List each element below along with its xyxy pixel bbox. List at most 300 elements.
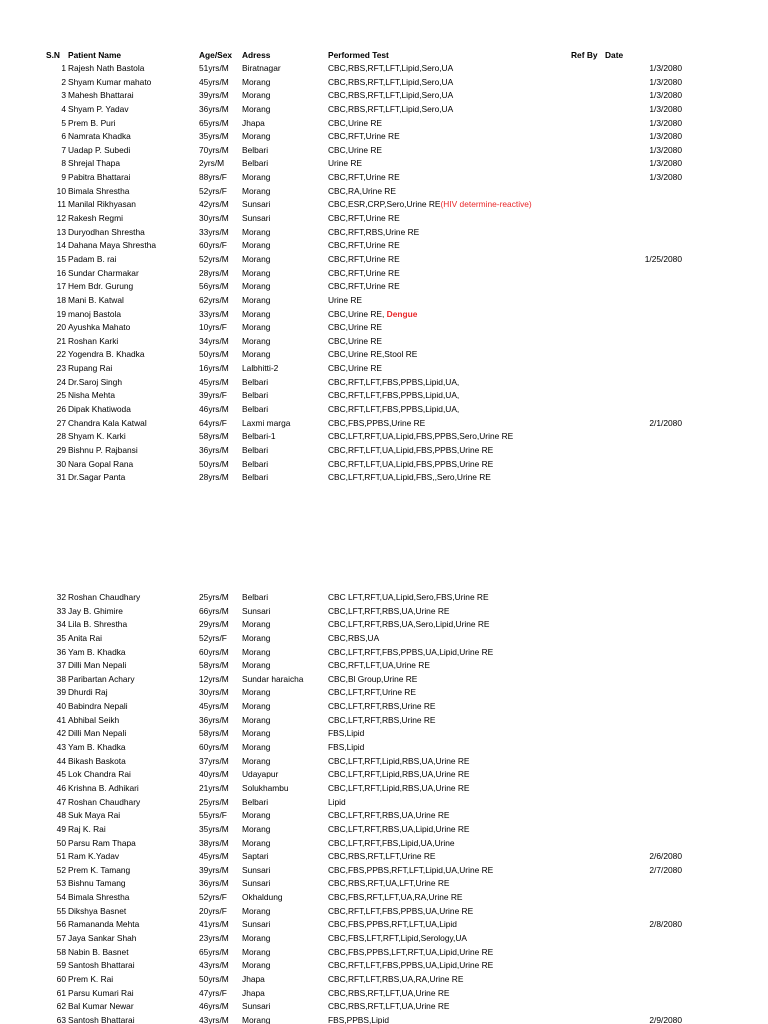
row-patient-name: Prem K. Rai (68, 973, 114, 984)
row-age-sex: 41yrs/M (199, 919, 229, 930)
table-row (0, 377, 768, 391)
row-sn: 52 (56, 864, 66, 875)
row-age-sex: 58yrs/M (199, 431, 229, 442)
row-sn: 5 (61, 117, 66, 128)
row-performed-test: CBC,LFT,RFT,Lipid,RBS,UA,Urine RE (328, 755, 470, 766)
patient-table-section-1 (0, 63, 768, 486)
row-sn: 24 (56, 376, 66, 387)
table-row (0, 715, 768, 729)
table-row (0, 404, 768, 418)
row-performed-test: FBS,PPBS,Lipid (328, 1014, 389, 1024)
table-row (0, 728, 768, 742)
table-row (0, 459, 768, 473)
test-result-flag: Dengue (386, 308, 418, 319)
row-performed-test: CBC,RBS,RFT,LFT,Urine RE (328, 851, 436, 862)
row-age-sex: 65yrs/M (199, 946, 229, 957)
row-performed-test: CBC,ESR,CRP,Sero,Urine RE(HIV determine-reactive) (328, 199, 532, 210)
row-address: Morang (242, 253, 271, 264)
row-performed-test: CBC,RFT,LFT,UA,Lipid,FBS,PPBS,Urine RE (328, 444, 494, 455)
row-performed-test: CBC,LFT,RFT,FBS,PPBS,UA,Lipid,Urine RE (328, 646, 494, 657)
row-performed-test: CBC,RFT,Urine RE (328, 172, 400, 183)
row-address: Morang (242, 294, 271, 305)
row-address: Belbari-1 (242, 431, 276, 442)
table-row (0, 687, 768, 701)
row-date: 1/3/2080 (649, 131, 682, 142)
table-row (0, 906, 768, 920)
row-patient-name: Duryodhan Shrestha (68, 226, 145, 237)
row-age-sex: 39yrs/M (199, 90, 229, 101)
table-row (0, 701, 768, 715)
table-row (0, 592, 768, 606)
row-age-sex: 36yrs/M (199, 714, 229, 725)
row-patient-name: Dr.Saroj Singh (68, 376, 122, 387)
row-patient-name: Jaya Sankar Shah (68, 933, 137, 944)
row-sn: 28 (56, 431, 66, 442)
row-sn: 42 (56, 728, 66, 739)
row-age-sex: 52yrs/F (199, 892, 227, 903)
row-sn: 29 (56, 444, 66, 455)
table-row (0, 445, 768, 459)
row-patient-name: Roshan Chaudhary (68, 592, 141, 602)
table-row (0, 919, 768, 933)
row-patient-name: Dikshya Basnet (68, 905, 127, 916)
row-sn: 61 (56, 987, 66, 998)
row-sn: 27 (56, 417, 66, 428)
row-patient-name: Sundar Charmakar (68, 267, 139, 278)
row-sn: 35 (56, 632, 66, 643)
row-patient-name: Dahana Maya Shrestha (68, 240, 156, 251)
row-sn: 53 (56, 878, 66, 889)
row-age-sex: 70yrs/M (199, 144, 229, 155)
row-date: 1/3/2080 (649, 117, 682, 128)
row-performed-test: CBC,Urine RE, Dengue (328, 308, 418, 319)
table-row (0, 145, 768, 159)
row-date: 1/3/2080 (649, 158, 682, 169)
row-performed-test: Lipid (328, 796, 346, 807)
row-sn: 16 (56, 267, 66, 278)
row-sn: 57 (56, 933, 66, 944)
row-patient-name: Krishna B. Adhikari (68, 782, 139, 793)
row-age-sex: 30yrs/M (199, 687, 229, 698)
row-age-sex: 65yrs/M (199, 117, 229, 128)
row-patient-name: Abhibal Seikh (68, 714, 120, 725)
row-age-sex: 46yrs/M (199, 1001, 229, 1012)
row-performed-test: CBC,RBS,RFT,UA,LFT,Urine RE (328, 878, 450, 889)
row-address: Morang (242, 837, 271, 848)
row-patient-name: Nabin B. Basnet (68, 946, 129, 957)
row-date: 2/7/2080 (649, 864, 682, 875)
row-age-sex: 39yrs/F (199, 390, 227, 401)
row-performed-test: CBC,LFT,RFT,Urine RE (328, 687, 416, 698)
row-performed-test: CBC,RFT,Urine RE (328, 281, 400, 292)
row-address: Morang (242, 131, 271, 142)
table-row (0, 349, 768, 363)
row-sn: 23 (56, 363, 66, 374)
header-sn: S.N (46, 50, 60, 60)
row-performed-test: CBC,RBS,RFT,LFT,UA,Urine RE (328, 1001, 450, 1012)
row-address: Morang (242, 335, 271, 346)
row-sn: 3 (61, 90, 66, 101)
row-age-sex: 37yrs/M (199, 755, 229, 766)
row-patient-name: Jay B. Ghimire (68, 605, 123, 616)
row-patient-name: Lok Chandra Rai (68, 769, 131, 780)
row-performed-test: CBC,RFT,Urine RE (328, 131, 400, 142)
table-row (0, 104, 768, 118)
row-patient-name: Bimala Shrestha (68, 892, 130, 903)
row-performed-test: CBC,RBS,RFT,LFT,Lipid,Sero,UA (328, 63, 454, 73)
row-sn: 47 (56, 796, 66, 807)
row-address: Sunsari (242, 1001, 271, 1012)
row-sn: 38 (56, 673, 66, 684)
table-row (0, 878, 768, 892)
row-age-sex: 60yrs/M (199, 742, 229, 753)
row-address: Morang (242, 687, 271, 698)
row-address: Belbari (242, 458, 269, 469)
row-address: Morang (242, 905, 271, 916)
row-address: Morang (242, 960, 271, 971)
row-date: 1/3/2080 (649, 90, 682, 101)
table-row (0, 851, 768, 865)
row-sn: 31 (56, 472, 66, 483)
row-age-sex: 35yrs/M (199, 131, 229, 142)
table-row (0, 254, 768, 268)
row-address: Morang (242, 714, 271, 725)
table-row (0, 390, 768, 404)
row-patient-name: Yam B. Khadka (68, 742, 126, 753)
table-row (0, 974, 768, 988)
row-address: Morang (242, 728, 271, 739)
row-age-sex: 28yrs/M (199, 472, 229, 483)
row-performed-test: CBC,Urine RE (328, 363, 382, 374)
table-row (0, 838, 768, 852)
table-row (0, 660, 768, 674)
table-row (0, 336, 768, 350)
row-performed-test: CBC,RBS,RFT,LFT,Lipid,Sero,UA (328, 76, 454, 87)
table-row (0, 268, 768, 282)
row-performed-test: CBC,LFT,RFT,Lipid,RBS,UA,Urine RE (328, 769, 470, 780)
row-sn: 19 (56, 308, 66, 319)
row-address: Morang (242, 349, 271, 360)
row-patient-name: Padam B. rai (68, 253, 117, 264)
table-row (0, 810, 768, 824)
row-performed-test: CBC,Urine RE (328, 322, 382, 333)
row-performed-test: CBC,RA,Urine RE (328, 185, 396, 196)
row-performed-test: CBC,LFT,RFT,RBS,Urine RE (328, 714, 436, 725)
row-age-sex: 52yrs/M (199, 253, 229, 264)
header-age-sex: Age/Sex (199, 50, 233, 60)
row-address: Sunsari (242, 864, 271, 875)
row-patient-name: Yam B. Khadka (68, 646, 126, 657)
row-performed-test: CBC,LFT,RFT,Lipid,RBS,UA,Urine RE (328, 782, 470, 793)
row-performed-test: CBC,RBS,RFT,LFT,UA,Urine RE (328, 987, 450, 998)
row-sn: 36 (56, 646, 66, 657)
row-sn: 32 (56, 592, 66, 602)
row-patient-name: Bikash Baskota (68, 755, 126, 766)
row-address: Morang (242, 226, 271, 237)
table-row (0, 1015, 768, 1024)
row-patient-name: Shyam Kumar mahato (68, 76, 152, 87)
row-address: Morang (242, 185, 271, 196)
row-performed-test: CBC,RFT,LFT,UA,Urine RE (328, 660, 430, 671)
row-sn: 44 (56, 755, 66, 766)
row-address: Morang (242, 823, 271, 834)
row-age-sex: 39yrs/M (199, 864, 229, 875)
row-sn: 45 (56, 769, 66, 780)
row-patient-name: Nisha Mehta (68, 390, 116, 401)
row-address: Belbari (242, 390, 269, 401)
row-patient-name: Raj K. Rai (68, 823, 106, 834)
row-sn: 4 (61, 103, 66, 114)
row-sn: 63 (56, 1014, 66, 1024)
row-performed-test: CBC,FBS,PPBS,Urine RE (328, 417, 426, 428)
row-performed-test: CBC,LFT,RFT,UA,Lipid,FBS,PPBS,Sero,Urine RE (328, 431, 514, 442)
row-sn: 30 (56, 458, 66, 469)
row-patient-name: Mani B. Katwal (68, 294, 124, 305)
row-performed-test: CBC,LFT,RFT,RBS,UA,Sero,Lipid,Urine RE (328, 619, 490, 630)
row-performed-test: CBC,LFT,RFT,UA,Lipid,FBS,,Sero,Urine RE (328, 472, 491, 483)
row-address: Sunsari (242, 199, 271, 210)
row-sn: 26 (56, 404, 66, 415)
row-age-sex: 55yrs/F (199, 810, 227, 821)
row-performed-test: CBC,RFT,LFT,FBS,PPBS,UA,Urine RE (328, 905, 474, 916)
row-age-sex: 2yrs/M (199, 158, 225, 169)
row-age-sex: 25yrs/M (199, 592, 229, 602)
row-patient-name: Bishnu P. Rajbansi (68, 444, 138, 455)
row-patient-name: Dipak Khatiwoda (68, 404, 131, 415)
row-address: Morang (242, 281, 271, 292)
row-address: Morang (242, 619, 271, 630)
row-performed-test: CBC,FBS,PPBS,RFT,LFT,Lipid,UA,Urine RE (328, 864, 494, 875)
row-patient-name: Anita Rai (68, 632, 102, 643)
row-performed-test: CBC,RFT,Urine RE (328, 267, 400, 278)
row-performed-test: CBC,LFT,RFT,RBS,UA,Urine RE (328, 810, 450, 821)
table-row (0, 633, 768, 647)
row-age-sex: 50yrs/M (199, 973, 229, 984)
table-row (0, 674, 768, 688)
row-sn: 40 (56, 701, 66, 712)
row-patient-name: Yogendra B. Khadka (68, 349, 145, 360)
row-performed-test: CBC,RFT,LFT,FBS,PPBS,UA,Lipid,Urine RE (328, 960, 494, 971)
row-address: Biratnagar (242, 63, 281, 73)
table-row (0, 63, 768, 77)
row-age-sex: 43yrs/M (199, 960, 229, 971)
row-age-sex: 58yrs/M (199, 728, 229, 739)
row-patient-name: Chandra Kala Katwal (68, 417, 147, 428)
row-sn: 17 (56, 281, 66, 292)
row-address: Morang (242, 103, 271, 114)
row-sn: 9 (61, 172, 66, 183)
table-row (0, 322, 768, 336)
row-sn: 20 (56, 322, 66, 333)
row-address: Morang (242, 240, 271, 251)
row-patient-name: Bal Kumar Newar (68, 1001, 134, 1012)
row-age-sex: 51yrs/M (199, 63, 229, 73)
row-sn: 33 (56, 605, 66, 616)
row-patient-name: Rupang Rai (68, 363, 113, 374)
header-performed-test: Performed Test (328, 50, 389, 60)
row-address: Sunsari (242, 605, 271, 616)
row-patient-name: Prem B. Puri (68, 117, 116, 128)
row-patient-name: Bishnu Tamang (68, 878, 126, 889)
row-address: Morang (242, 76, 271, 87)
row-patient-name: Dhurdi Raj (68, 687, 108, 698)
row-performed-test: Urine RE (328, 294, 362, 305)
row-patient-name: Prem K. Tamang (68, 864, 131, 875)
row-address: Morang (242, 755, 271, 766)
row-performed-test: CBC,RFT,LFT,FBS,PPBS,Lipid,UA, (328, 376, 460, 387)
table-row (0, 619, 768, 633)
row-address: Morang (242, 742, 271, 753)
table-row (0, 131, 768, 145)
row-date: 2/1/2080 (649, 417, 682, 428)
row-sn: 25 (56, 390, 66, 401)
row-address: Belbari (242, 796, 269, 807)
row-sn: 11 (57, 199, 66, 210)
row-age-sex: 60yrs/F (199, 240, 227, 251)
row-age-sex: 47yrs/F (199, 987, 227, 998)
row-age-sex: 43yrs/M (199, 1014, 229, 1024)
row-address: Jhapa (242, 973, 265, 984)
row-address: Morang (242, 632, 271, 643)
row-patient-name: Roshan Karki (68, 335, 119, 346)
table-row (0, 769, 768, 783)
table-row (0, 227, 768, 241)
table-row (0, 472, 768, 486)
row-address: Belbari (242, 158, 269, 169)
row-sn: 41 (56, 714, 66, 725)
row-sn: 43 (56, 742, 66, 753)
row-patient-name: Bimala Shrestha (68, 185, 130, 196)
row-address: Morang (242, 810, 271, 821)
row-address: Sunsari (242, 213, 271, 224)
table-row (0, 240, 768, 254)
row-address: Belbari (242, 472, 269, 483)
row-performed-test: CBC,RFT,Urine RE (328, 213, 400, 224)
patient-table-section-2 (0, 592, 768, 1024)
row-sn: 55 (56, 905, 66, 916)
row-performed-test: CBC,FBS,PPBS,LFT,RFT,UA,Lipid,Urine RE (328, 946, 494, 957)
row-age-sex: 36yrs/M (199, 444, 229, 455)
row-age-sex: 56yrs/M (199, 281, 229, 292)
row-patient-name: Rakesh Regmi (68, 213, 123, 224)
row-address: Morang (242, 172, 271, 183)
row-age-sex: 33yrs/M (199, 308, 229, 319)
row-address: Morang (242, 1014, 271, 1024)
table-row (0, 363, 768, 377)
row-performed-test: CBC,LFT,RFT,RBS,UA,Lipid,Urine RE (328, 823, 470, 834)
table-row (0, 892, 768, 906)
row-performed-test: CBC,RFT,LFT,RBS,UA,RA,Urine RE (328, 973, 464, 984)
row-sn: 50 (56, 837, 66, 848)
row-age-sex: 52yrs/F (199, 632, 227, 643)
row-performed-test: CBC,RFT,LFT,UA,Lipid,FBS,PPBS,Urine RE (328, 458, 494, 469)
row-address: Morang (242, 660, 271, 671)
row-patient-name: Manilal Rikhyasan (68, 199, 136, 210)
row-date: 1/25/2080 (644, 253, 682, 264)
row-address: Belbari (242, 592, 269, 602)
row-sn: 18 (56, 294, 66, 305)
table-row (0, 783, 768, 797)
row-performed-test: CBC,RBS,UA (328, 632, 380, 643)
row-performed-test: CBC,RBS,RFT,LFT,Lipid,Sero,UA (328, 90, 454, 101)
row-address: Morang (242, 946, 271, 957)
row-performed-test: CBC,RBS,RFT,LFT,Lipid,Sero,UA (328, 103, 454, 114)
row-performed-test: CBC,Urine RE,Stool RE (328, 349, 418, 360)
table-row (0, 988, 768, 1002)
row-address: Lalbhitti-2 (242, 363, 279, 374)
row-sn: 37 (56, 660, 66, 671)
table-row (0, 186, 768, 200)
row-address: Laxmi marga (242, 417, 291, 428)
table-row (0, 281, 768, 295)
row-patient-name: Shyam K. Karki (68, 431, 126, 442)
row-address: Morang (242, 646, 271, 657)
row-patient-name: Paribartan Achary (68, 673, 135, 684)
row-age-sex: 23yrs/M (199, 933, 229, 944)
row-address: Saptari (242, 851, 269, 862)
row-performed-test: CBC,Urine RE (328, 144, 382, 155)
row-address: Solukhambu (242, 782, 289, 793)
row-age-sex: 25yrs/M (199, 796, 229, 807)
row-sn: 2 (61, 76, 66, 87)
row-patient-name: Parsu Kumari Rai (68, 987, 134, 998)
row-performed-test: CBC,RFT,LFT,FBS,PPBS,Lipid,UA, (328, 404, 460, 415)
row-sn: 14 (56, 240, 66, 251)
row-address: Sunsari (242, 878, 271, 889)
row-patient-name: Pabitra Bhattarai (68, 172, 131, 183)
row-age-sex: 62yrs/M (199, 294, 229, 305)
row-age-sex: 60yrs/M (199, 646, 229, 657)
table-row (0, 199, 768, 213)
row-performed-test: CBC,FBS,PPBS,RFT,LFT,UA,Lipid (328, 919, 457, 930)
row-patient-name: Rajesh Nath Bastola (68, 63, 145, 73)
row-performed-test: CBC,LFT,RFT,RBS,UA,Urine RE (328, 605, 450, 616)
table-row (0, 118, 768, 132)
row-age-sex: 45yrs/M (199, 376, 229, 387)
row-date: 1/3/2080 (649, 172, 682, 183)
row-patient-name: manoj Bastola (68, 308, 122, 319)
row-date: 1/3/2080 (649, 76, 682, 87)
table-row (0, 90, 768, 104)
table-row (0, 1001, 768, 1015)
row-address: Sunsari (242, 919, 271, 930)
row-patient-name: Ram K.Yadav (68, 851, 120, 862)
header-ref-by: Ref By (571, 50, 598, 60)
row-performed-test: CBC,RFT,Urine RE (328, 240, 400, 251)
row-date: 2/9/2080 (649, 1014, 682, 1024)
row-patient-name: Babindra Nepali (68, 701, 128, 712)
table-row (0, 295, 768, 309)
row-patient-name: Roshan Chaudhary (68, 796, 141, 807)
row-age-sex: 52yrs/F (199, 185, 227, 196)
row-date: 2/8/2080 (649, 919, 682, 930)
row-performed-test: CBC,Urine RE (328, 335, 382, 346)
row-age-sex: 50yrs/M (199, 458, 229, 469)
row-performed-test: CBC,LFT,RFT,FBS,Lipid,UA,Urine (328, 837, 455, 848)
row-patient-name: Ayushka Mahato (68, 322, 131, 333)
header-address: Adress (242, 50, 271, 60)
row-sn: 8 (61, 158, 66, 169)
row-age-sex: 21yrs/M (199, 782, 229, 793)
row-performed-test: CBC,RFT,LFT,FBS,PPBS,Lipid,UA, (328, 390, 460, 401)
row-performed-test: FBS,Lipid (328, 742, 365, 753)
row-sn: 59 (56, 960, 66, 971)
row-sn: 58 (56, 946, 66, 957)
row-patient-name: Santosh Bhattarai (68, 960, 135, 971)
table-row (0, 947, 768, 961)
test-result-flag: (HIV determine-reactive) (440, 199, 532, 210)
row-sn: 12 (56, 213, 66, 224)
